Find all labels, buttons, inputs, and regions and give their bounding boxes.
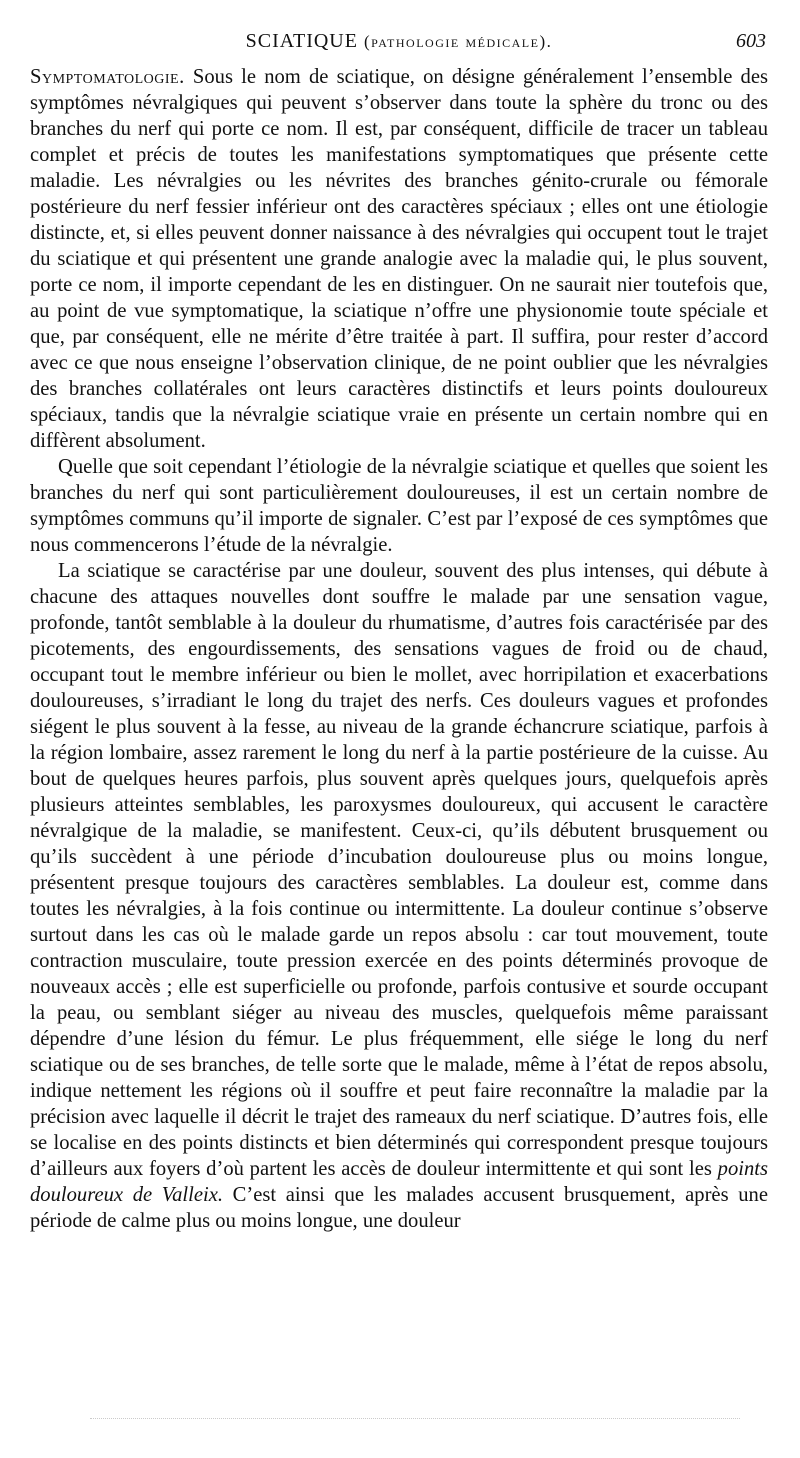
running-title-subtitle: (pathologie médicale). (363, 32, 553, 51)
paragraph-text: Sous le nom de sciatique, on désigne généralement l’ensemble des symptômes névralgiques qui peuvent s’observer dans toute la sphère du tronc ou des branches du nerf qui porte ce nom. Il est, par conséquent, difficile de tracer un tableau complet et précis de toutes les manifestations symptomatiques que présente cette maladie. Les névralgies ou les névrites des branches génito-crurale ou fémorale postérieure du nerf fessier inférieur ont des caractères spéciaux ; elles ont une étiologie distincte, et, si elles peuvent donner naissance à des névralgies qui occupent tout le trajet du sciatique et qui présentent une grande analogie avec la maladie qui, le plus souvent, porte ce nom, il importe cependant de les en distinguer. On ne saurait nier toutefois que, au point de vue symptomatique, la sciatique n’offre une physionomie toute spéciale et que, par conséquent, elle ne mérite d’être traitée à part. Il suffira, pour rester d’accord avec ce que nous enseigne l’observation clinique, de ne point oublier que les névralgies des branches collatérales ont leurs caractères distinctifs et leurs points douloureux spéciaux, tandis que la névralgie sciatique vraie en présente un certain nombre qui en diffèrent absolument. (30, 66, 768, 452)
page-header (30, 28, 768, 64)
paragraph-text: Quelle que soit cependant l’étiologie de la névralgie sciatique et quelles que soient les branches du nerf qui sont particulièrement douloureuses, il est un certain nombre de symptômes communs qu’il importe de signaler. C’est par l’exposé de ces symptômes que nous commencerons l’étude de la névralgie. (30, 456, 768, 556)
book-page (30, 28, 768, 1234)
paragraph-text-continued: C’est ainsi que les malades accusent brusquement, après une période de calme plus ou moins longue, une douleur (30, 1184, 768, 1232)
paragraph-text: La sciatique se caractérise par une douleur, souvent des plus intenses, qui débute à chacune des attaques nouvelles dont souffre le malade par une sensation vague, profonde, tantôt semblable à la douleur du rhumatisme, d’autres fois caractérisée par des picotements, des engourdissements, des sensations vagues de froid ou de chaud, occupant tout le membre inférieur ou bien le mollet, avec horripilation et exacerbations douloureuses, s’irradiant le long du trajet des nerfs. Ces douleurs vagues et profondes siégent le plus souvent à la fesse, au niveau de la grande échancrure sciatique, parfois à la région lombaire, assez rarement le long du nerf à la partie postérieure de la cuisse. Au bout de quelques heures parfois, plus souvent après quelques jours, quelquefois après plusieurs atteintes semblables, les paroxysmes douloureux, qui accusent le caractère névralgique de la maladie, se manifestent. Ceux-ci, qu’ils débutent brusquement ou qu’ils succèdent à une période d’incubation douloureuse plus ou moins longue, présentent presque toujours des caractères semblables. La douleur est, comme dans toutes les névralgies, à la fois continue ou intermittente. La douleur continue s’observe surtout dans les cas où le malade garde un repos absolu : car tout mouvement, toute contraction musculaire, toute pression exercée en des points déterminés provoque de nouveaux accès ; elle est superficielle ou profonde, parfois contusive et sourde occupant la peau, ou semblant siéger au niveau des muscles, quelquefois même paraissant dépendre d’une lésion du fémur. Le plus fréquemment, elle siége le long du nerf sciatique ou de ses branches, de telle sorte que le malade, même à l’état de repos absolu, indique nettement les régions où il souffre et peut faire reconnaître la maladie par la précision avec laquelle il décrit le trajet des rameaux du nerf sciatique. D’autres fois, elle se localise en des points distincts et bien déterminés qui correspondent presque toujours d’ailleurs aux foyers d’où partent les accès de douleur intermittente et qui sont les (30, 560, 768, 1180)
section-lead: Symptomatologie. (30, 66, 185, 88)
italic-term: points douloureux de Valleix. (30, 1158, 768, 1206)
body-text (30, 64, 768, 1234)
running-title-main: SCIATIQUE (245, 30, 358, 52)
paragraph-symptomatologie (30, 64, 768, 454)
paragraph-douleur (30, 558, 768, 1234)
paragraph-etiologie (30, 454, 768, 558)
page-number: 603 (736, 30, 766, 52)
running-title (30, 30, 768, 53)
page-footer-rule (90, 1418, 740, 1419)
